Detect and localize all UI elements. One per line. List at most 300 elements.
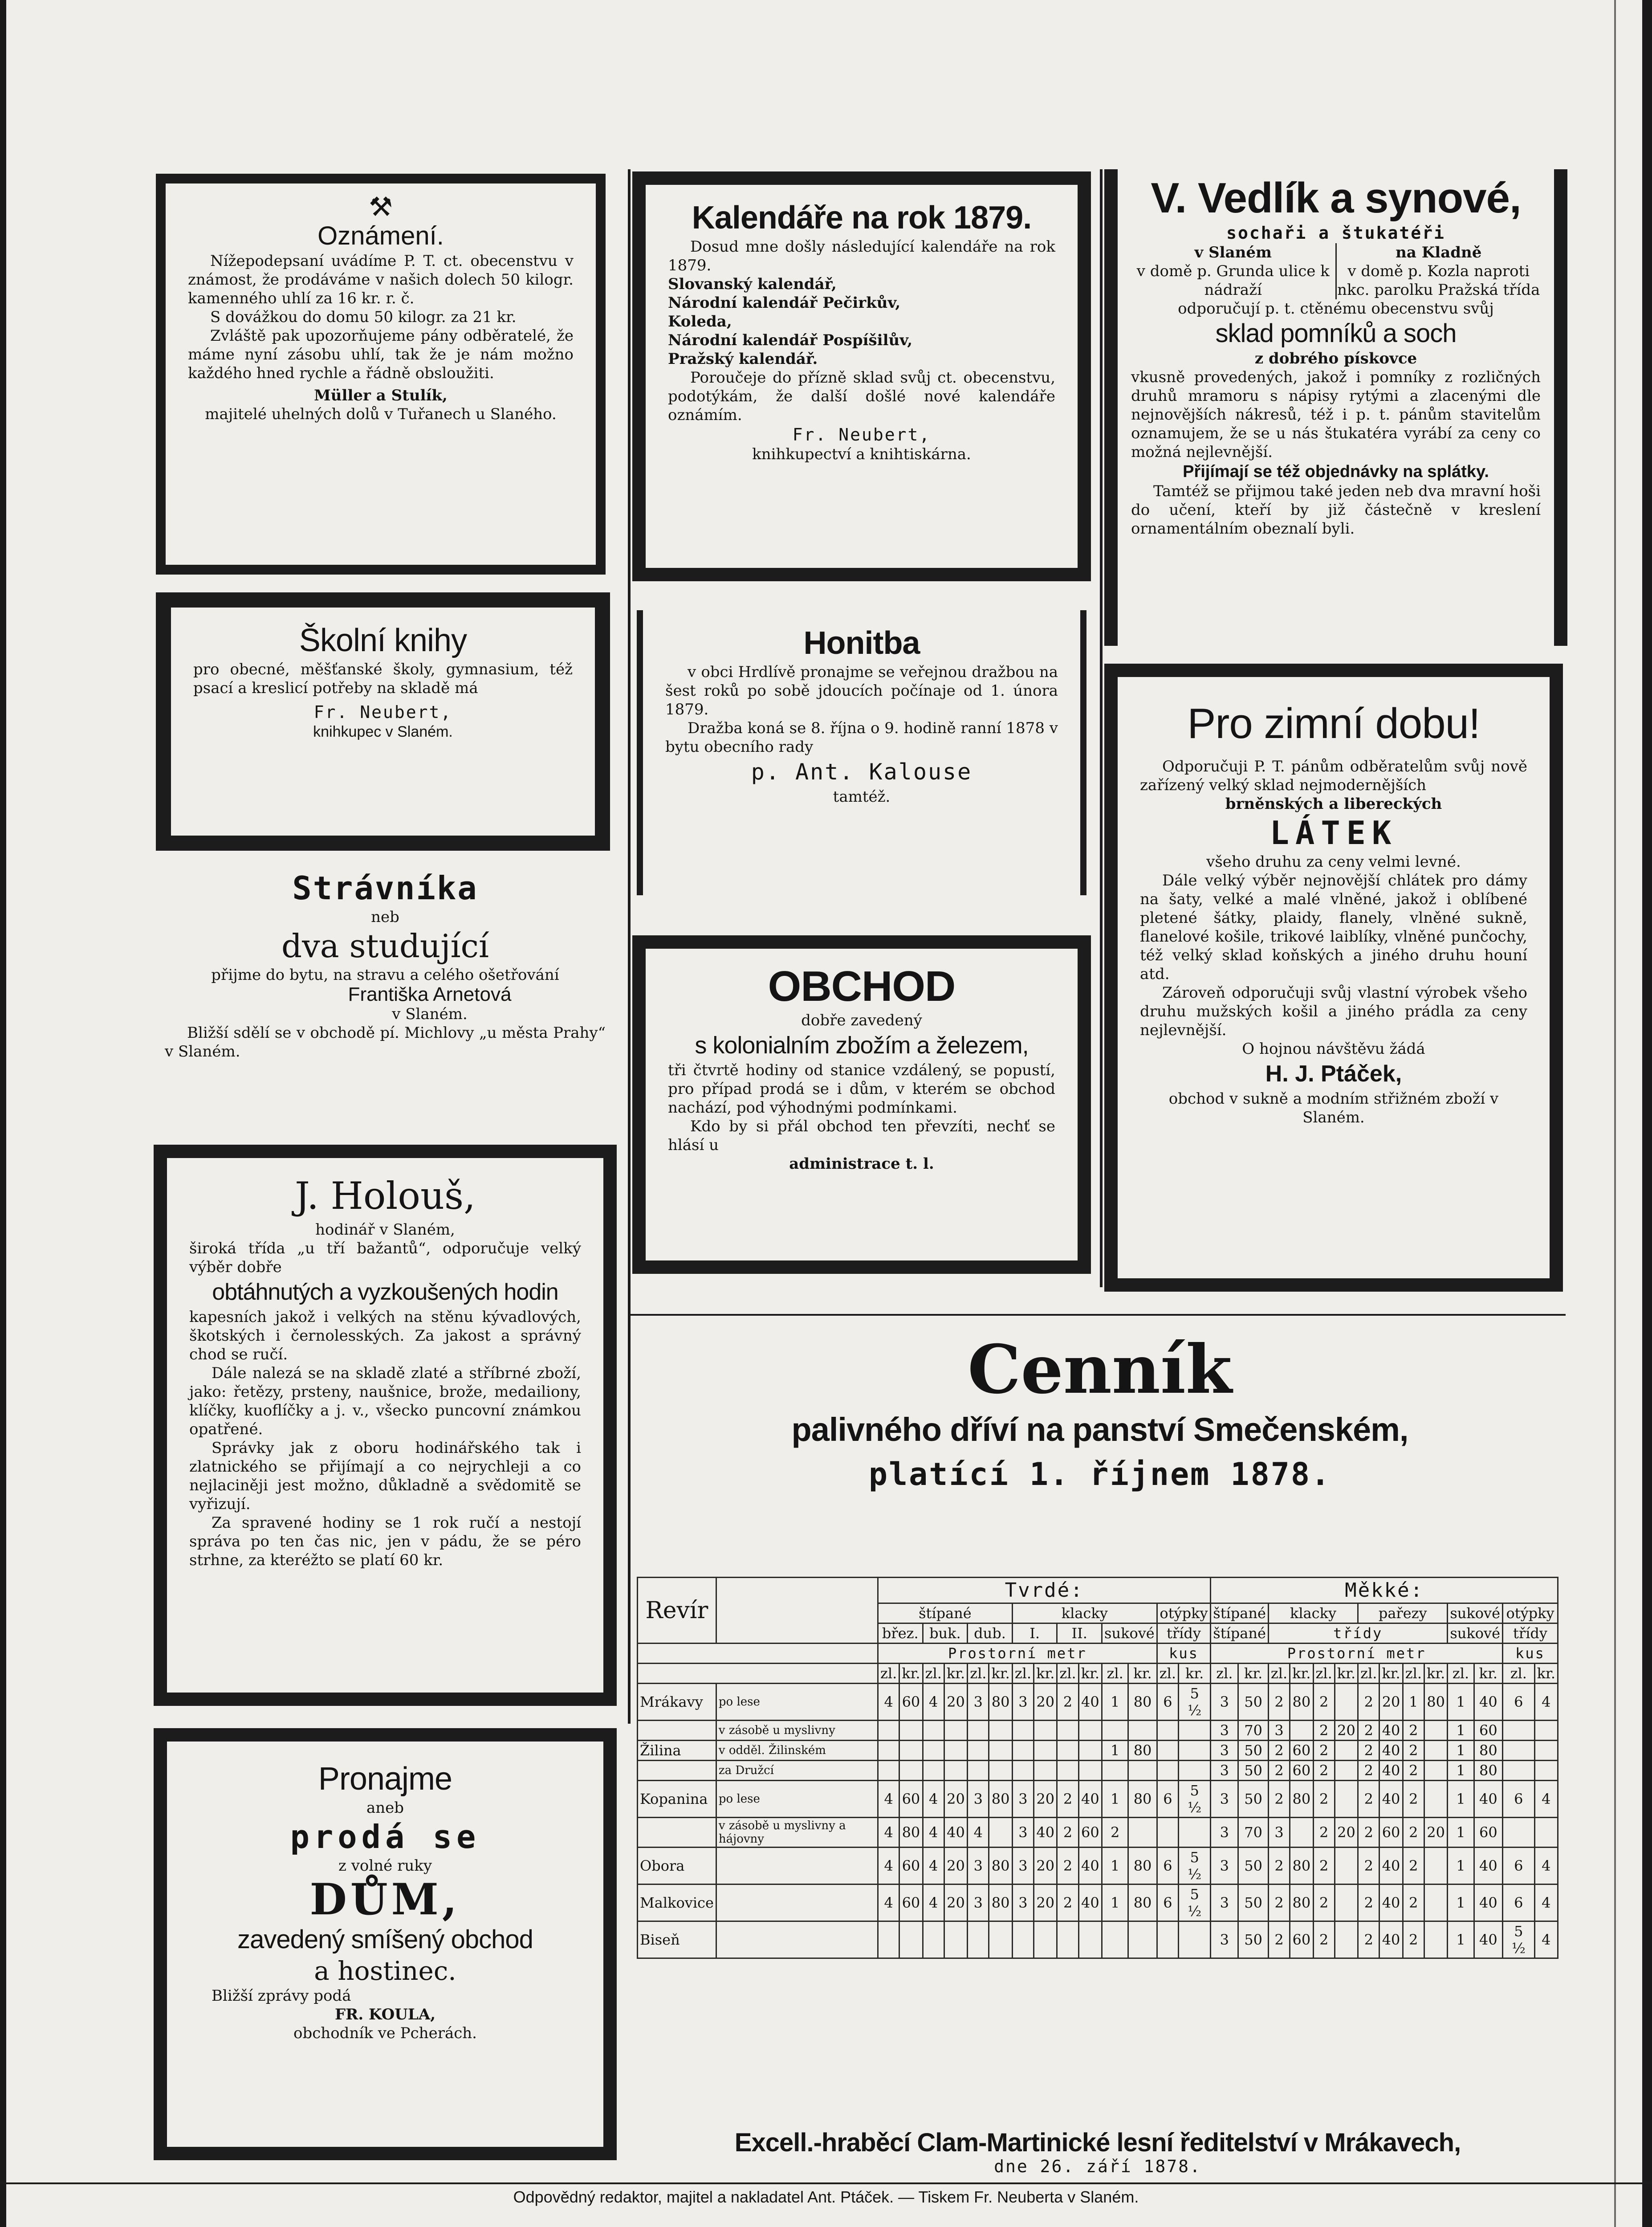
table-cell: 20 (1379, 1684, 1403, 1721)
table-cell: 40 (1474, 1684, 1502, 1721)
table-cell: 1 (1448, 1721, 1474, 1741)
table-row (638, 1761, 1558, 1781)
table-cell: 2 (1403, 1818, 1424, 1848)
table-cell: 4 (878, 1884, 899, 1921)
zl-header: zl. (1403, 1664, 1424, 1684)
header-II: II. (1057, 1623, 1102, 1644)
kalendare-sign: Fr. Neubert, (792, 425, 931, 445)
cennik-footer2: dne 26. září 1878. (994, 2157, 1201, 2176)
table-cell: 6 (1157, 1884, 1178, 1921)
table-cell: 1 (1448, 1884, 1474, 1921)
table-cell (899, 1721, 923, 1741)
table-cell: 3 (1211, 1741, 1238, 1761)
zl-header: zl. (1157, 1664, 1178, 1684)
unit-kus-tvrde: kus (1157, 1644, 1211, 1664)
table-cell (1534, 1721, 1558, 1741)
col-note (716, 1578, 878, 1644)
obchod-sign: administrace t. l. (789, 1155, 934, 1173)
vedlik-left-addr: v domě p. Grunda ulice k nádraží (1136, 262, 1330, 299)
table-cell: 60 (1290, 1741, 1313, 1761)
header-klacky-m: klacky (1268, 1603, 1358, 1623)
ad-pro-zimni-dobu (1104, 664, 1563, 1292)
table-cell: 1 (1403, 1684, 1424, 1721)
table-cell: 20 (1034, 1884, 1057, 1921)
cennik-title: Cenník (968, 1330, 1232, 1409)
header-m-sukove: sukové (1448, 1623, 1503, 1644)
table-cell (1078, 1761, 1102, 1781)
table-cell: 3 (968, 1781, 989, 1818)
pronajme-aneb: aneb (366, 1799, 404, 1817)
honitba-sign2: tamtéž. (833, 788, 891, 806)
zl-header: zl. (1211, 1664, 1238, 1684)
table-cell (1179, 1818, 1211, 1848)
row-note: po lese (716, 1781, 878, 1818)
vedlik-line2: z dobrého pískovce (1254, 350, 1417, 367)
skolni-title: Školní knihy (299, 623, 467, 658)
imprint-rule (0, 2182, 1652, 2184)
pronajme-sign: FR. KOULA, (334, 2006, 436, 2023)
table-cell (1534, 1761, 1558, 1781)
table-cell: 4 (878, 1848, 899, 1884)
table-cell: 60 (1290, 1761, 1313, 1781)
obchod-line1: dobře zavedený (801, 1012, 922, 1029)
table-cell: 2 (1268, 1761, 1290, 1781)
table-cell: 6 (1503, 1781, 1535, 1818)
table-cell: 1 (1448, 1741, 1474, 1761)
table-cell: 60 (899, 1884, 923, 1921)
table-row (638, 1721, 1558, 1741)
scan-left-edge (0, 0, 6, 2227)
table-cell (944, 1741, 967, 1761)
table-cell (944, 1761, 967, 1781)
table-cell: 80 (1128, 1741, 1157, 1761)
table-cell: 40 (1474, 1921, 1502, 1958)
table-cell (1102, 1921, 1128, 1958)
table-cell: 40 (944, 1818, 967, 1848)
zl-kr-header-row (638, 1664, 1558, 1684)
kr-header: kr. (1290, 1664, 1313, 1684)
table-cell (923, 1921, 944, 1958)
kr-header: kr. (1474, 1664, 1502, 1684)
table-cell: 3 (1268, 1818, 1290, 1848)
table-cell: 50 (1238, 1848, 1268, 1884)
table-cell: 2 (1313, 1848, 1335, 1884)
obchod-p2: Kdo by si přál obchod ten převzíti, nechť se hlásí u (668, 1118, 1055, 1154)
table-cell: 4 (968, 1818, 989, 1848)
zimni-p4: O hojnou návštěvu žádá (1242, 1040, 1425, 1058)
table-cell (968, 1741, 989, 1761)
table-cell (968, 1721, 989, 1741)
table-cell (878, 1741, 899, 1761)
table-cell: 40 (1379, 1741, 1403, 1761)
table-cell (1057, 1921, 1078, 1958)
table-cell (1503, 1818, 1535, 1848)
table-row (638, 1818, 1558, 1848)
cennik-sub: palivného dříví na panství Smečenském, (791, 1411, 1408, 1448)
table-cell: 2 (1358, 1921, 1379, 1958)
table-cell: 2 (1102, 1818, 1128, 1848)
table-cell (878, 1721, 899, 1741)
zimni-p3: Zároveň odporučuji svůj vlastní výrobek všeho druhu mužských košil a jiného prádla za ceny nejlevnější. (1140, 984, 1527, 1039)
vedlik-right-addr: v domě p. Kozla naproti nkc. parolku Pražská třída (1337, 262, 1540, 299)
table-cell: 50 (1238, 1884, 1268, 1921)
table-cell: 4 (1534, 1884, 1558, 1921)
table-cell: 5 ½ (1179, 1684, 1211, 1721)
zimni-title: Pro zimní dobu! (1187, 700, 1480, 747)
table-cell (1534, 1818, 1558, 1848)
table-cell: 3 (1211, 1761, 1238, 1781)
table-cell (968, 1921, 989, 1958)
kalendare-intro: Dosud mne došly následující kalendáře na rok 1879. (668, 238, 1055, 274)
table-cell: 3 (1211, 1684, 1238, 1721)
table-row (638, 1921, 1558, 1958)
row-note: v zásobě u myslivny a hájovny (716, 1818, 878, 1848)
crossed-hammers-icon: ⚒ (369, 192, 393, 223)
skolni-p: pro obecné, měšťanské školy, gymnasium, též psací a kreslicí potřeby na skladě má (193, 661, 573, 697)
table-cell (1157, 1741, 1178, 1761)
pronajme-dum: DŮM, (309, 1874, 461, 1925)
vedlik-p2: Tamtéž se přijmou také jeden neb dva mravní hoši do učení, kteří by již částečně v kreslení ornamentálním obeznalí byli. (1131, 482, 1541, 538)
pronajme-line1: zavedený smíšený obchod (237, 1925, 533, 1954)
pronajme-p: Bližší zprávy podá (212, 1987, 351, 2005)
table-cell: 80 (1128, 1848, 1157, 1884)
table-cell: 4 (1534, 1921, 1558, 1958)
header-sukove-t: sukové (1102, 1623, 1157, 1644)
table-cell: 3 (1211, 1721, 1238, 1741)
table-cell: 2 (1313, 1761, 1335, 1781)
header-stipane-m: štípané (1211, 1603, 1269, 1623)
table-cell (1157, 1921, 1178, 1958)
table-cell: 5 ½ (1503, 1921, 1535, 1958)
ad-pronajme (154, 1728, 617, 2160)
stravnika-title2: dva studující (281, 927, 489, 965)
honitba-sign: p. Ant. Kalouse (751, 759, 972, 785)
table-cell: 1 (1102, 1684, 1128, 1721)
unit-metr-tvrde: Prostorní metr (878, 1644, 1157, 1664)
table-cell: 4 (878, 1818, 899, 1848)
table-cell: 60 (1290, 1921, 1313, 1958)
row-note (716, 1884, 878, 1921)
kalendare-sign2: knihkupectví a knihtiskárna. (752, 445, 971, 463)
table-cell: 2 (1313, 1884, 1335, 1921)
table-cell: 2 (1313, 1921, 1335, 1958)
table-cell: 80 (1474, 1741, 1502, 1761)
table-cell: 60 (899, 1781, 923, 1818)
table-cell (1157, 1761, 1178, 1781)
column-divider-left (628, 169, 631, 1724)
stravnika-place: v Slaném. (392, 1005, 468, 1023)
table-cell (989, 1741, 1012, 1761)
kr-header: kr. (1335, 1664, 1358, 1684)
row-revir: Obora (638, 1848, 716, 1884)
table-cell (1157, 1818, 1178, 1848)
table-cell: 80 (1128, 1684, 1157, 1721)
oznameni-sign2: majitelé uhelných dolů v Tuřanech u Slaného. (205, 405, 557, 423)
table-cell: 80 (1474, 1761, 1502, 1781)
obchod-title: OBCHOD (768, 963, 956, 1010)
scan-gutter-line (1614, 0, 1616, 2227)
kalendare-item-3: Koleda, (668, 313, 732, 330)
table-cell: 60 (1078, 1818, 1102, 1848)
table-cell: 6 (1503, 1848, 1535, 1884)
table-cell: 2 (1313, 1684, 1335, 1721)
header-otypky: otýpky (1157, 1603, 1211, 1623)
cennik-footer1: Excell.-hraběcí Clam-Martinické lesní ředitelství v Mrákavech, (734, 2128, 1461, 2157)
table-cell: 20 (944, 1781, 967, 1818)
table-cell (1335, 1884, 1358, 1921)
kalendare-item-5: Pražský kalendář. (668, 350, 818, 368)
table-cell (923, 1741, 944, 1761)
scan-right-edge (1642, 0, 1652, 2227)
kr-header: kr. (1128, 1664, 1157, 1684)
row-revir: Žilina (638, 1741, 716, 1761)
pronajme-prodase: prodá se (290, 1818, 480, 1856)
table-cell (1078, 1721, 1102, 1741)
zl-header: zl. (1313, 1664, 1335, 1684)
table-cell: 6 (1503, 1884, 1535, 1921)
table-cell: 1 (1448, 1848, 1474, 1884)
honitba-title: Honitba (803, 625, 920, 661)
table-cell: 40 (1379, 1721, 1403, 1741)
table-cell: 40 (1474, 1884, 1502, 1921)
header-I: I. (1012, 1623, 1057, 1644)
table-cell (1179, 1921, 1211, 1958)
kr-header: kr. (1379, 1664, 1403, 1684)
table-cell: 60 (899, 1684, 923, 1721)
header-otypky-m: otýpky (1503, 1603, 1558, 1623)
zimni-p2: Dále velký výběr nejnovější chlátek pro dámy na šaty, velké a malé vlněné, jakož i oblíbené pletené šátky, plaidy, flanely, vlněné sukně, flanelové košile, trikové laiblíky, vlněné punčochy, též velký sklad koňských a jiného druhu houní atd. (1140, 872, 1527, 983)
row-note (716, 1848, 878, 1884)
table-cell: 2 (1358, 1684, 1379, 1721)
table-cell: 40 (1078, 1884, 1102, 1921)
table-cell: 1 (1102, 1848, 1128, 1884)
table-cell: 2 (1403, 1761, 1424, 1781)
table-cell: 2 (1268, 1848, 1290, 1884)
table-cell: 3 (1012, 1884, 1034, 1921)
cennik-top-rule (631, 1314, 1566, 1316)
zimni-sub: brněnských a libereckých (1225, 795, 1442, 813)
table-cell (1078, 1741, 1102, 1761)
table-cell: 1 (1448, 1818, 1474, 1848)
table-cell: 3 (1211, 1921, 1238, 1958)
table-cell: 6 (1157, 1781, 1178, 1818)
table-cell: 5 ½ (1179, 1884, 1211, 1921)
stravnika-p1: přijme do bytu, na stravu a celého ošetřování (211, 966, 559, 984)
table-cell: 2 (1358, 1761, 1379, 1781)
table-cell (1424, 1921, 1447, 1958)
table-cell (1335, 1761, 1358, 1781)
table-cell: 2 (1057, 1781, 1078, 1818)
zl-header: zl. (1268, 1664, 1290, 1684)
table-cell (989, 1721, 1012, 1741)
table-cell (899, 1741, 923, 1761)
table-cell: 2 (1358, 1848, 1379, 1884)
stravnika-name: Františka Arnetová (348, 983, 512, 1005)
table-cell: 3 (1211, 1848, 1238, 1884)
table-cell: 2 (1358, 1781, 1379, 1818)
table-cell: 6 (1157, 1684, 1178, 1721)
table-cell: 5 ½ (1179, 1781, 1211, 1818)
table-cell: 80 (989, 1884, 1012, 1921)
table-cell (1424, 1741, 1447, 1761)
skolni-sign: Fr. Neubert, (313, 702, 452, 722)
kalendare-item-4: Národní kalendář Pospíšilův, (668, 331, 913, 349)
kr-header: kr. (1534, 1664, 1558, 1684)
table-cell (1034, 1761, 1057, 1781)
table-cell (1424, 1884, 1447, 1921)
table-cell: 2 (1268, 1884, 1290, 1921)
kalendare-item-1: Slovanský kalendář, (668, 275, 837, 293)
table-cell: 2 (1057, 1848, 1078, 1884)
header-buk: buk. (923, 1623, 968, 1644)
table-cell: 1 (1448, 1684, 1474, 1721)
table-cell: 2 (1403, 1884, 1424, 1921)
table-cell (1128, 1761, 1157, 1781)
table-cell: 3 (1268, 1721, 1290, 1741)
holous-head: obtáhnutých a vyzkoušených hodin (212, 1279, 558, 1305)
table-cell: 3 (968, 1848, 989, 1884)
cennik-table (637, 1577, 1558, 1959)
table-cell: 3 (1211, 1884, 1238, 1921)
table-cell (1128, 1818, 1157, 1848)
table-cell (944, 1721, 967, 1741)
table-cell: 3 (968, 1684, 989, 1721)
table-cell: 20 (1034, 1684, 1057, 1721)
table-cell (1179, 1741, 1211, 1761)
table-cell: 2 (1403, 1721, 1424, 1741)
ad-skolni-knihy (156, 592, 610, 851)
table-cell (1102, 1721, 1128, 1741)
kalendare-title: Kalendáře na rok 1879. (692, 200, 1032, 236)
table-cell (1179, 1721, 1211, 1741)
obchod-p1: tři čtvrtě hodiny od stanice vzdálený, se popustí, pro případ prodá se i dům, v kterém se obchod nachází, pod výhodnými podmínkami. (668, 1061, 1055, 1117)
table-cell: 2 (1403, 1781, 1424, 1818)
holous-p4: Správky jak z oboru hodinářského tak i zlatnického se přijímají a co nejrychleji a co nejlaciněji jest možno, důkladně a svědomitě se vyřizují. (189, 1439, 581, 1513)
zl-header: zl. (1102, 1664, 1128, 1684)
zimni-big: LÁTEK (1270, 814, 1398, 852)
table-cell: 80 (1290, 1848, 1313, 1884)
header-klacky: klacky (1012, 1603, 1157, 1623)
table-cell (1503, 1761, 1535, 1781)
table-cell: 6 (1503, 1684, 1535, 1721)
kr-header: kr. (1424, 1664, 1447, 1684)
row-revir (638, 1818, 716, 1848)
table-cell (1503, 1721, 1535, 1741)
col-revir: Revír (638, 1578, 716, 1644)
table-cell: 4 (1534, 1848, 1558, 1884)
table-cell: 80 (989, 1781, 1012, 1818)
vedlik-left-town: v Slaném (1194, 244, 1272, 261)
cennik-header (641, 1332, 1558, 1532)
oznameni-p2: S dovážkou do domu 50 kilogr. za 21 kr. (210, 308, 517, 326)
table-cell: 70 (1238, 1818, 1268, 1848)
table-cell (878, 1921, 899, 1958)
table-cell (899, 1761, 923, 1781)
header-dub: dub. (968, 1623, 1013, 1644)
table-cell: 2 (1268, 1781, 1290, 1818)
table-cell: 40 (1379, 1848, 1403, 1884)
skolni-sign2: knihkupec v Slaném. (313, 723, 453, 740)
table-cell: 80 (989, 1684, 1012, 1721)
table-row (638, 1884, 1558, 1921)
table-cell (1534, 1741, 1558, 1761)
table-cell: 60 (899, 1848, 923, 1884)
table-cell: 1 (1102, 1884, 1128, 1921)
vedlik-subtitle: sochaři a štukatéři (1226, 223, 1445, 243)
header-parezy: pařezy (1358, 1603, 1448, 1623)
table-cell: 3 (1012, 1848, 1034, 1884)
table-cell: 50 (1238, 1684, 1268, 1721)
table-cell: 70 (1238, 1721, 1268, 1741)
table-cell (1335, 1684, 1358, 1721)
table-cell: 20 (1335, 1818, 1358, 1848)
ad-holous (154, 1145, 617, 1706)
row-revir (638, 1721, 716, 1741)
vedlik-right-town: na Kladně (1396, 244, 1482, 261)
table-cell (1034, 1721, 1057, 1741)
table-cell: 1 (1448, 1761, 1474, 1781)
row-note: po lese (716, 1684, 878, 1721)
header-m-otypky-tridy: třídy (1503, 1623, 1558, 1644)
kr-header: kr. (1034, 1664, 1057, 1684)
zimni-sign: H. J. Ptáček, (1265, 1061, 1402, 1087)
table-cell: 80 (1424, 1684, 1447, 1721)
zl-header: zl. (1448, 1664, 1474, 1684)
oznameni-title: Oznámení. (317, 221, 444, 250)
table-cell: 4 (923, 1781, 944, 1818)
table-cell: 60 (1379, 1818, 1403, 1848)
table-cell: 40 (1474, 1848, 1502, 1884)
holous-title: J. Holouš, (295, 1174, 476, 1218)
table-cell (1424, 1781, 1447, 1818)
row-revir: Biseň (638, 1921, 716, 1958)
table-cell: 3 (968, 1884, 989, 1921)
cennik-table-body (638, 1684, 1558, 1958)
stravnika-neb: neb (371, 908, 399, 926)
unit-blank (638, 1644, 878, 1664)
table-cell: 20 (944, 1884, 967, 1921)
table-cell: 2 (1358, 1741, 1379, 1761)
table-cell: 80 (1290, 1884, 1313, 1921)
kalendare-outro: Poroučeje do přízně sklad svůj ct. obecenstvu, podotýkám, že další došlé nové kalendáře oznámím. (668, 369, 1055, 424)
table-cell: 80 (1128, 1884, 1157, 1921)
table-cell (1012, 1741, 1034, 1761)
table-cell: 40 (1078, 1781, 1102, 1818)
table-row (638, 1781, 1558, 1818)
table-cell (1335, 1781, 1358, 1818)
holous-p2: kapesních jakož i velkých na stěnu kývadlových, škotských i černolesských. Za jakost a správný chod se ručí. (189, 1308, 581, 1363)
header-brez: břez. (878, 1623, 923, 1644)
table-cell (1179, 1761, 1211, 1781)
table-cell: 5 ½ (1179, 1848, 1211, 1884)
table-cell: 80 (899, 1818, 923, 1848)
table-cell: 40 (1078, 1848, 1102, 1884)
vedlik-title: V. Vedlík a synové, (1151, 174, 1521, 222)
table-cell: 6 (1157, 1848, 1178, 1884)
table-cell (1057, 1741, 1078, 1761)
honitba-p2: Dražba koná se 8. října o 9. hodině ranní 1878 v bytu obecního rady (665, 719, 1058, 756)
table-row (638, 1741, 1558, 1761)
stravnika-p2: Bližší sdělí se v obchodě pí. Michlovy „u města Prahy“ v Slaném. (165, 1024, 606, 1060)
table-cell: 1 (1448, 1781, 1474, 1818)
table-cell (1290, 1721, 1313, 1741)
header-m-tridy: třídy (1268, 1623, 1447, 1644)
kr-header: kr. (944, 1664, 967, 1684)
kalendare-item-2: Národní kalendář Pečirkův, (668, 294, 901, 312)
imprint: Odpovědný redaktor, majitel a nakladatel Ant. Ptáček. — Tiskem Fr. Neuberta v Slaném. (513, 2188, 1139, 2206)
table-cell (1157, 1721, 1178, 1741)
vedlik-p1: vkusně provedených, jakož i pomníky z rozličných druhů mramoru s nápisy rytými a zlacenými dle nejnovějších nákresů, též i p. t. pánům stavitelům oznamujem, že se u nás štukatéra vyrábí za ceny co možná nejlevnější. (1131, 368, 1541, 461)
